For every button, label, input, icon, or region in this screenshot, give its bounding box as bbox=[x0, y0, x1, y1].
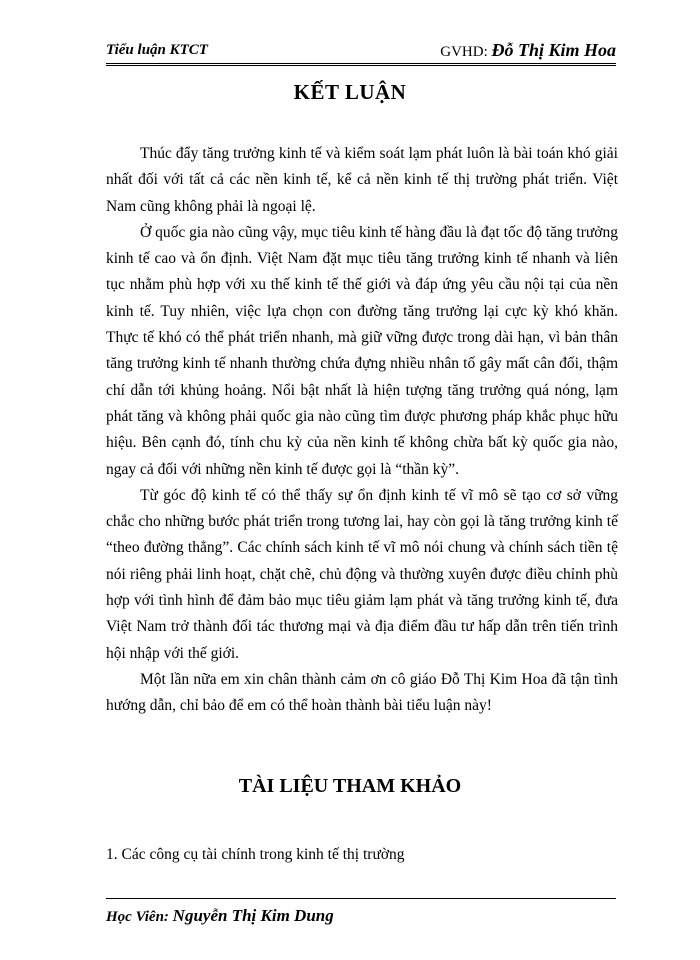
conclusion-body bbox=[106, 141, 618, 720]
paragraph: Ở quốc gia nào cũng vậy, mục tiêu kinh tế hàng đầu là đạt tốc độ tăng trưởng kinh tế cao và ổn định. Việt Nam đặt mục tiêu tăng trưởng kinh tế nhanh và liên tục nhằm phù hợp với xu thế kinh tế thế giới và đáp ứng yêu cầu nội tại của nền kinh tế. Tuy nhiên, việc lựa chọn con đường tăng trưởng lại cực kỳ khó khăn. Thực tế khó có thể phát triển nhanh, mà giữ vững được trong dài hạn, vì bản thân tăng trưởng kinh tế nhanh thường chứa đựng nhiều nhân tố gây mất cân đối, thậm chí dẫn tới khủng hoảng. Nổi bật nhất là hiện tượng tăng trưởng quá nóng, lạm phát tăng và không phải quốc gia nào cũng tìm được phương pháp khắc phục hữu hiệu. Bên cạnh đó, tính chu kỳ của nền kinh tế không chừa bất kỳ quốc gia nào, ngay cả đối với những nền kinh tế được gọi là “thần kỳ”. bbox=[106, 223, 618, 478]
paragraph: Từ góc độ kinh tế có thể thấy sự ổn định kinh tế vĩ mô sẽ tạo cơ sở vững chắc cho những bước phát triển trong tương lai, hay còn gọi là tăng trưởng kinh tế “theo đường thẳng”. Các chính sách kinh tế vĩ mô nói chung và chính sách tiền tệ nói riêng phải linh hoạt, chặt chẽ, chủ động và thường xuyên được điều chỉnh phù hợp với tình hình để đảm bảo mục tiêu giảm lạm phát và tăng trưởng kinh tế, đưa Việt Nam trở thành đối tác thương mại và địa điểm đầu tư hấp dẫn trên tiến trình hội nhập với thế giới. bbox=[106, 486, 618, 662]
header-rule bbox=[106, 63, 616, 66]
page-footer bbox=[106, 898, 616, 926]
header-supervisor bbox=[440, 40, 616, 61]
footer-student-name: Nguyễn Thị Kim Dung bbox=[172, 906, 334, 925]
header-document-title: Tiểu luận KTCT bbox=[106, 42, 208, 58]
reference-item: 1. Các công cụ tài chính trong kinh tế thị trường bbox=[106, 846, 405, 863]
references-heading: TÀI LIỆU THAM KHẢO bbox=[238, 775, 462, 797]
paragraph: Một lần nữa em xin chân thành cảm ơn cô giáo Đỗ Thị Kim Hoa đã tận tình hướng dẫn, chỉ bảo để em có thể hoàn thành bài tiểu luận này! bbox=[106, 670, 618, 715]
footer-rule bbox=[106, 898, 616, 899]
page-title: KẾT LUẬN bbox=[293, 80, 407, 104]
header-gvhd-name: Đỗ Thị Kim Hoa bbox=[491, 40, 616, 60]
footer-student bbox=[106, 906, 334, 926]
header-gvhd-label: GVHD: bbox=[440, 44, 488, 60]
page-header bbox=[106, 38, 616, 66]
paragraph: Thúc đẩy tăng trưởng kinh tế và kiểm soát lạm phát luôn là bài toán khó giải nhất đối với tất cả các nền kinh tế, kể cả nền kinh tế thị trường phát triển. Việt Nam cũng không phải là ngoại lệ. bbox=[106, 145, 618, 215]
footer-student-label: Học Viên: bbox=[106, 909, 169, 925]
